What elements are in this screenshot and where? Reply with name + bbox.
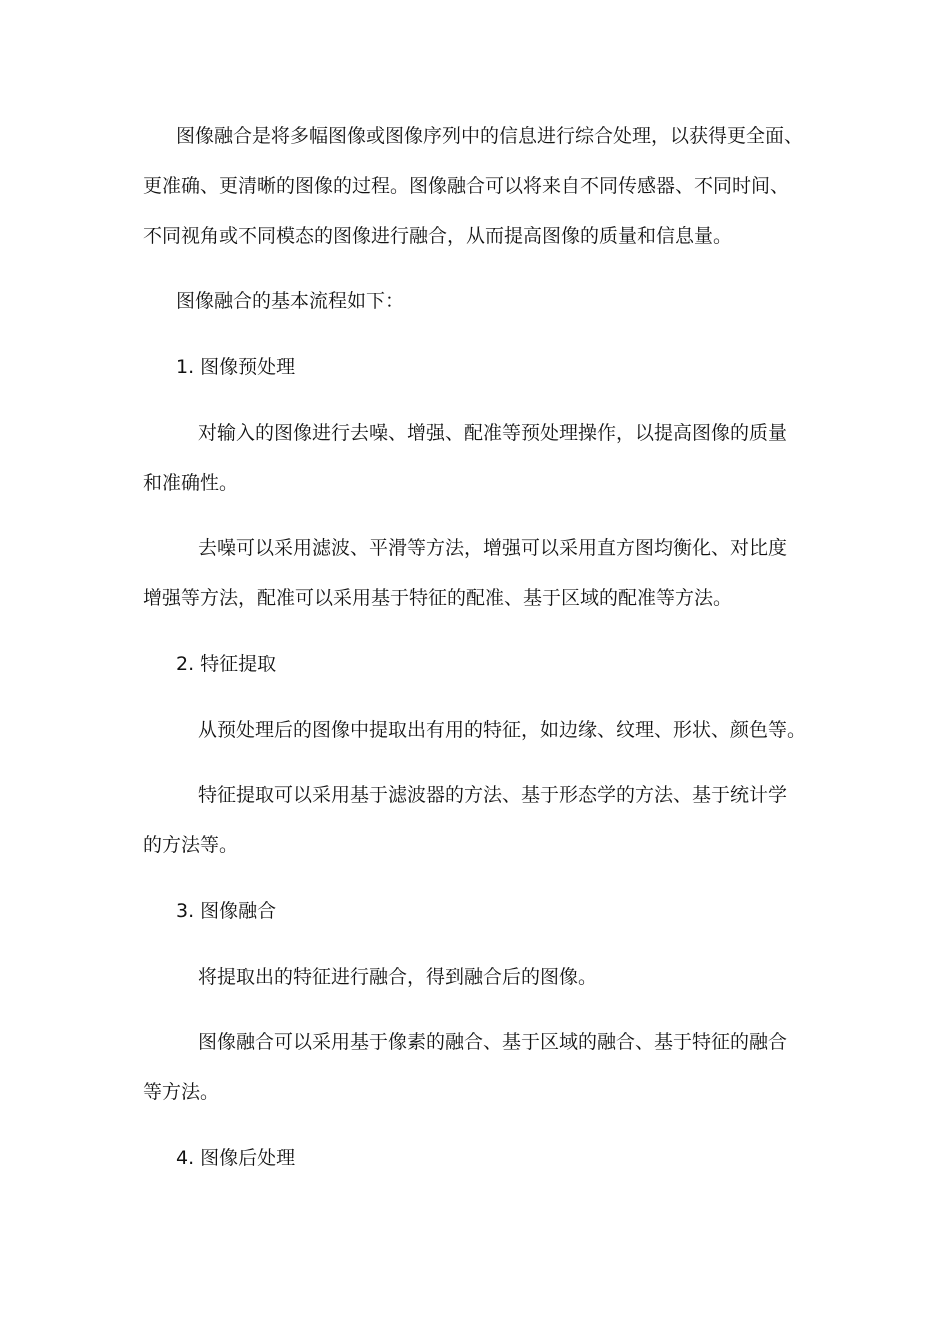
step-1-paragraph-2-line-2: 增强等方法，配准可以采用基于特征的配准、基于区域的配准等方法。 (143, 587, 733, 609)
step-3-paragraph-1-line-1: 将提取出的特征进行融合，得到融合后的图像。 (198, 966, 598, 988)
step-1-paragraph-1-line-2: 和准确性。 (143, 472, 239, 494)
step-2-paragraph-1-line-1: 从预处理后的图像中提取出有用的特征，如边缘、纹理、形状、颜色等。 (198, 719, 807, 741)
step-1-paragraph-2-line-1: 去噪可以采用滤波、平滑等方法，增强可以采用直方图均衡化、对比度 (198, 537, 788, 559)
intro-line-1: 图像融合是将多幅图像或图像序列中的信息进行综合处理，以获得更全面、 (176, 125, 804, 147)
intro-line-2: 更准确、更清晰的图像的过程。图像融合可以将来自不同传感器、不同时间、 (143, 175, 790, 197)
step-1-paragraph-1-line-1: 对输入的图像进行去噪、增强、配准等预处理操作，以提高图像的质量 (198, 422, 788, 444)
flow-heading: 图像融合的基本流程如下： (176, 290, 405, 312)
step-1-title: 1. 图像预处理 (176, 356, 296, 378)
step-2-paragraph-2-line-1: 特征提取可以采用基于滤波器的方法、基于形态学的方法、基于统计学 (198, 784, 788, 806)
intro-line-3: 不同视角或不同模态的图像进行融合，从而提高图像的质量和信息量。 (143, 225, 733, 247)
step-4-title: 4. 图像后处理 (176, 1147, 296, 1169)
step-3-title: 3. 图像融合 (176, 900, 277, 922)
step-3-paragraph-2-line-1: 图像融合可以采用基于像素的融合、基于区域的融合、基于特征的融合 (198, 1031, 788, 1053)
step-2-title: 2. 特征提取 (176, 653, 277, 675)
step-3-paragraph-2-line-2: 等方法。 (143, 1081, 220, 1103)
step-2-paragraph-2-line-2: 的方法等。 (143, 834, 239, 856)
